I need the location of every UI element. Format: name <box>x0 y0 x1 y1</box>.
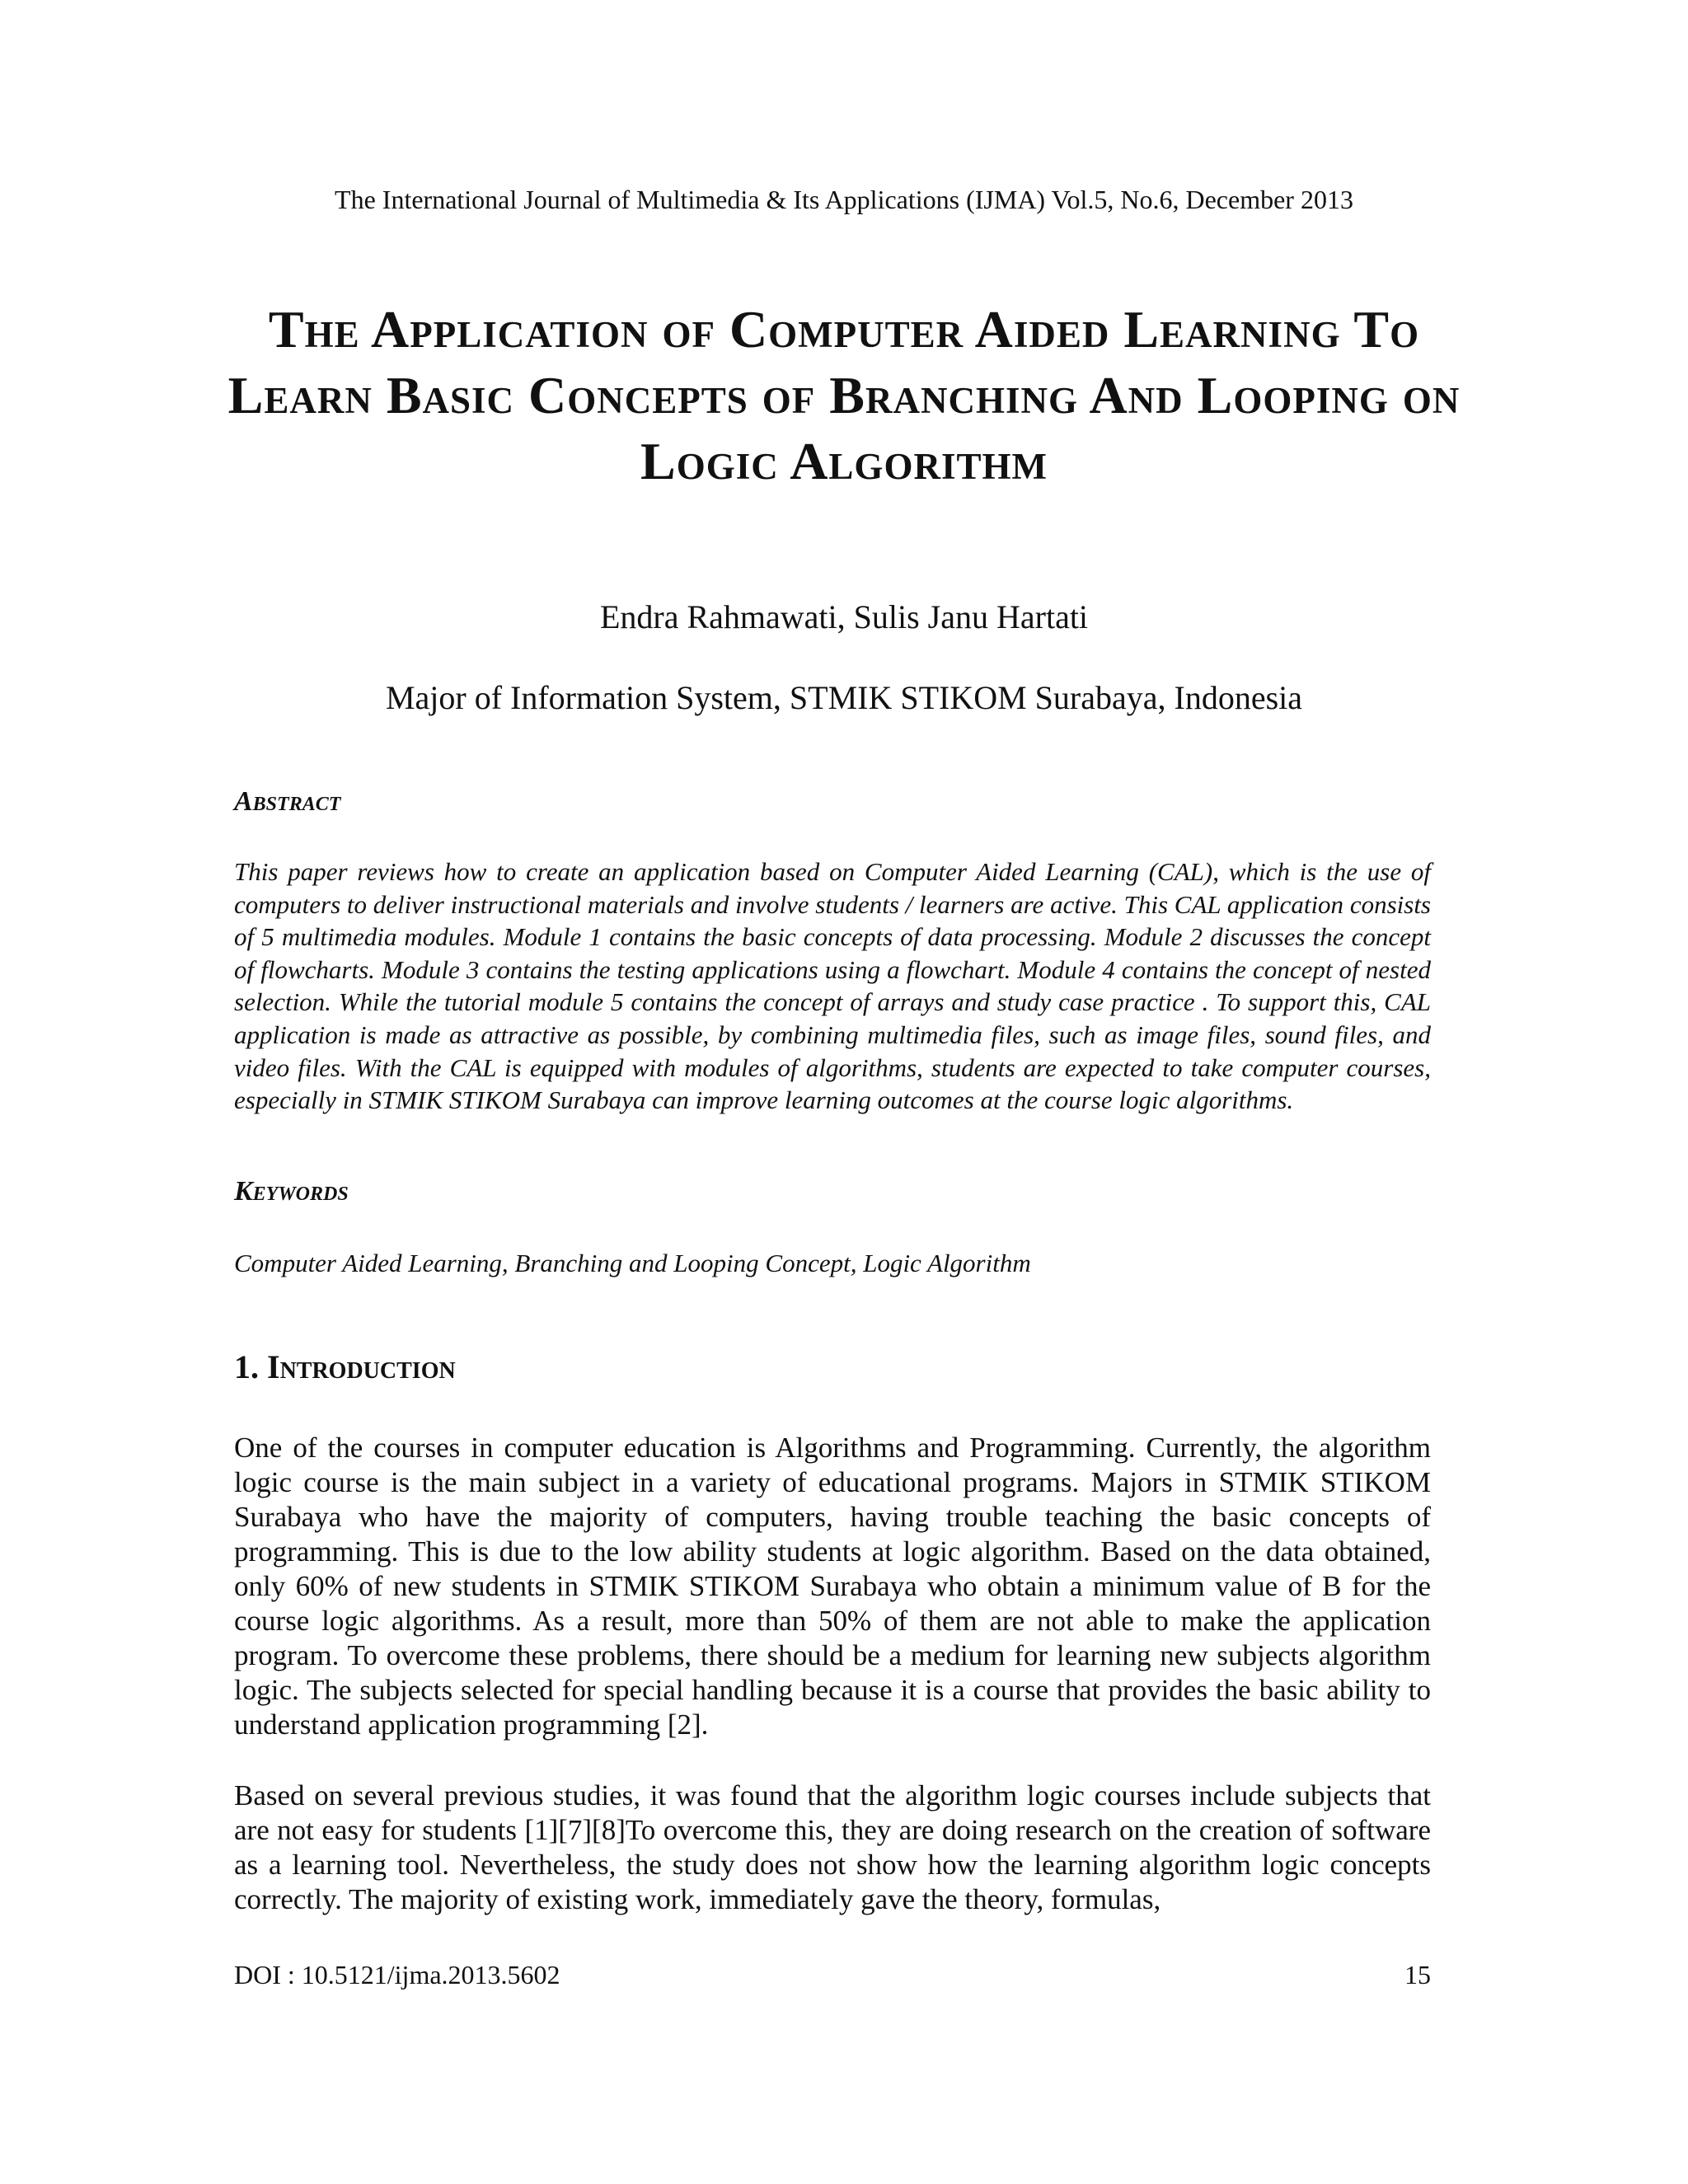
paper-title: The Application of Computer Aided Learning To Learn Basic Concepts of Branching And Looping on Logic Algorithm <box>227 300 1461 490</box>
authors: Endra Rahmawati, Sulis Janu Hartati <box>599 598 1089 635</box>
introduction-paragraph: Based on several previous studies, it was found that the algorithm logic courses include subjects that are not easy for students [1][7][8]To overcome this, they are doing research on the creation of software as a learning tool. Nevertheless, the study does not show how the learning algorithm logic concepts correctly. The majority of existing work, immediately gave the theory, formulas, <box>234 1779 1431 1915</box>
running-header: The International Journal of Multimedia & Its Applications (IJMA) Vol.5, No.6, December 2013 <box>335 185 1353 214</box>
introduction-heading: 1. Introduction <box>234 1348 456 1385</box>
introduction-paragraph: One of the courses in computer education is Algorithms and Programming. Currently, the algorithm logic course is the main subject in a variety of educational programs. Majors in STMIK STIKOM Surabaya who have the majority of computers, having trouble teaching the basic concepts of programming. This is due to the low ability students at logic algorithm. Based on the data obtained, only 60% of new students in STMIK STIKOM Surabaya who obtain a minimum value of B for the course logic algorithms. As a result, more than 50% of them are not able to make the application program. To overcome these problems, there should be a medium for learning new subjects algorithm logic. The subjects selected for special handling because it is a course that provides the basic ability to understand application programming [2]. <box>234 1432 1431 1741</box>
keywords-heading: Keywords <box>234 1176 349 1207</box>
keywords-text: Computer Aided Learning, Branching and Looping Concept, Logic Algorithm <box>234 1249 1031 1277</box>
abstract-heading: Abstract <box>234 786 341 817</box>
doi: DOI : 10.5121/ijma.2013.5602 <box>234 1960 560 1990</box>
abstract-text: This paper reviews how to create an application based on Computer Aided Learning (CAL), which is the use of computers to deliver instructional materials and involve students / learners are active. This CAL application consists of 5 multimedia modules. Module 1 contains the basic concepts of data processing. Module 2 discusses the concept of flowcharts. Module 3 contains the testing applications using a flowchart. Module 4 contains the concept of nested selection. While the tutorial module 5 contains the concept of arrays and study case practice . To support this, CAL application is made as attractive as possible, by combining multimedia files, such as image files, sound files, and video files. With the CAL is equipped with modules of algorithms, students are expected to take computer courses, especially in STMIK STIKOM Surabaya can improve learning outcomes at the course logic algorithms. <box>234 857 1431 1115</box>
page-number: 15 <box>1404 1960 1431 1990</box>
affiliation: Major of Information System, STMIK STIKOM Surabaya, Indonesia <box>385 679 1303 716</box>
